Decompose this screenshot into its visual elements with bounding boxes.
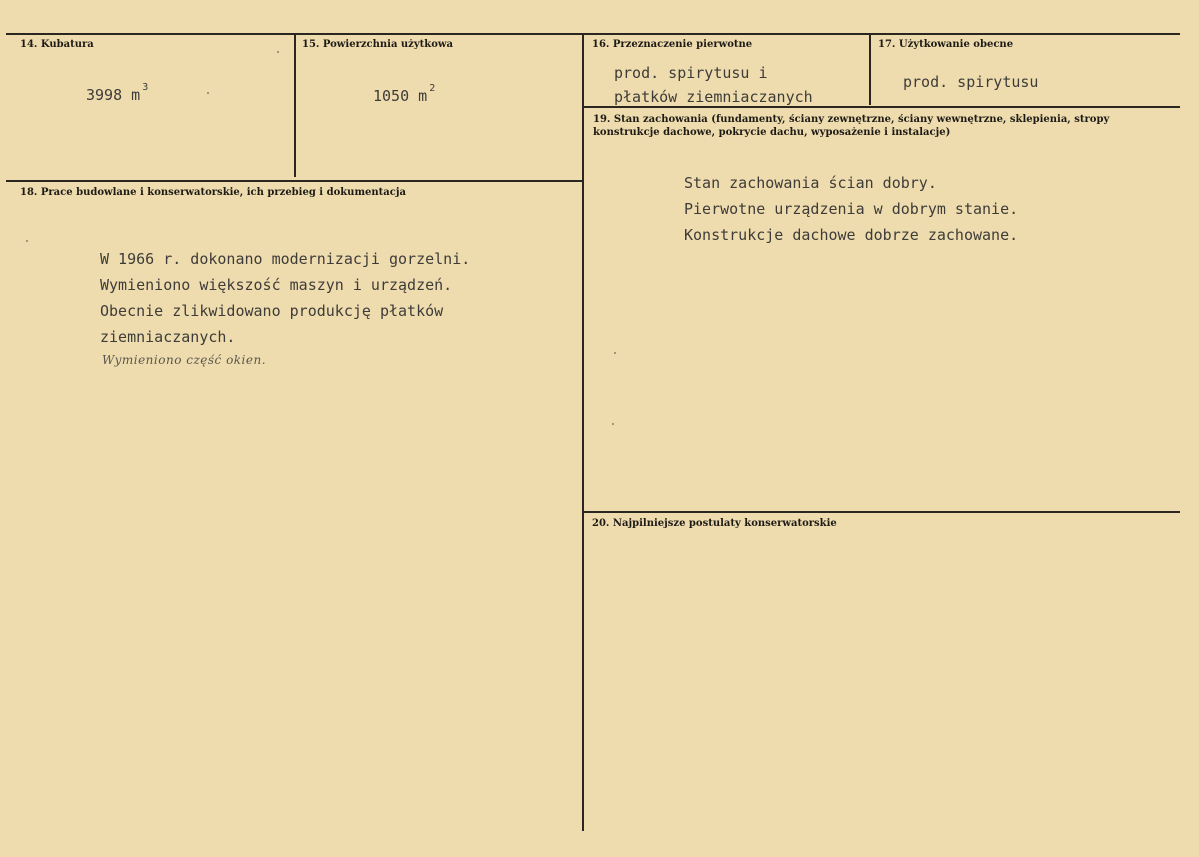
paper-speck (26, 240, 28, 242)
field-16-label: 16. Przeznaczenie pierwotne (592, 39, 753, 50)
field-16-line-1: prod. spirytusu i (614, 64, 768, 82)
divider-16-17 (869, 33, 871, 105)
field-19-label: 19. Stan zachowania (fundamenty, ściany zewnętrzne, ściany wewnętrzne, sklepienia, stropy konstrukcje dachowe, pokrycie dachu, wyposażenie i instalacje) (593, 114, 1110, 138)
paper-speck (207, 92, 209, 94)
field-15-label: 15. Powierzchnia użytkowa (302, 39, 453, 50)
field-18-line-3: Obecnie zlikwidowano produkcję płatków (100, 302, 444, 320)
field-18-label: 18. Prace budowlane i konserwatorskie, ich przebieg i dokumentacja (20, 187, 406, 198)
field-17-label: 17. Użytkowanie obecne (878, 39, 1014, 50)
field-20-label: 20. Najpilniejsze postulaty konserwatorskie (592, 518, 837, 529)
field-19-line-3: Konstrukcje dachowe dobrze zachowane. (684, 226, 1019, 244)
center-divider (582, 33, 584, 831)
field-18-handwritten-note: Wymieniono część okien. (102, 353, 267, 367)
field-14-value (86, 82, 149, 104)
field-18-line-1: W 1966 r. dokonano modernizacji gorzelni. (100, 250, 471, 268)
paper-speck (277, 51, 279, 53)
field-15-number: 1050 m (373, 87, 428, 105)
rule-under-16-17 (582, 106, 1180, 108)
field-19-line-1: Stan zachowania ścian dobry. (684, 174, 937, 192)
field-15-value (373, 83, 436, 105)
paper-speck (614, 352, 616, 354)
field-16-line-2: płatków ziemniaczanych (614, 88, 813, 106)
top-rule (6, 33, 1180, 35)
paper-speck (612, 423, 614, 425)
field-14-label: 14. Kubatura (20, 39, 94, 50)
divider-14-15 (294, 33, 296, 177)
rule-above-18 (6, 180, 582, 182)
field-14-unit-power: 3 (142, 82, 149, 93)
field-18-line-4: ziemniaczanych. (100, 328, 236, 346)
field-17-value: prod. spirytusu (903, 73, 1039, 91)
field-19-line-2: Pierwotne urządzenia w dobrym stanie. (684, 200, 1019, 218)
field-14-number: 3998 m (86, 86, 141, 104)
field-18-line-2: Wymieniono większość maszyn i urządzeń. (100, 276, 453, 294)
rule-above-20 (582, 511, 1180, 513)
field-15-unit-power: 2 (429, 83, 436, 94)
